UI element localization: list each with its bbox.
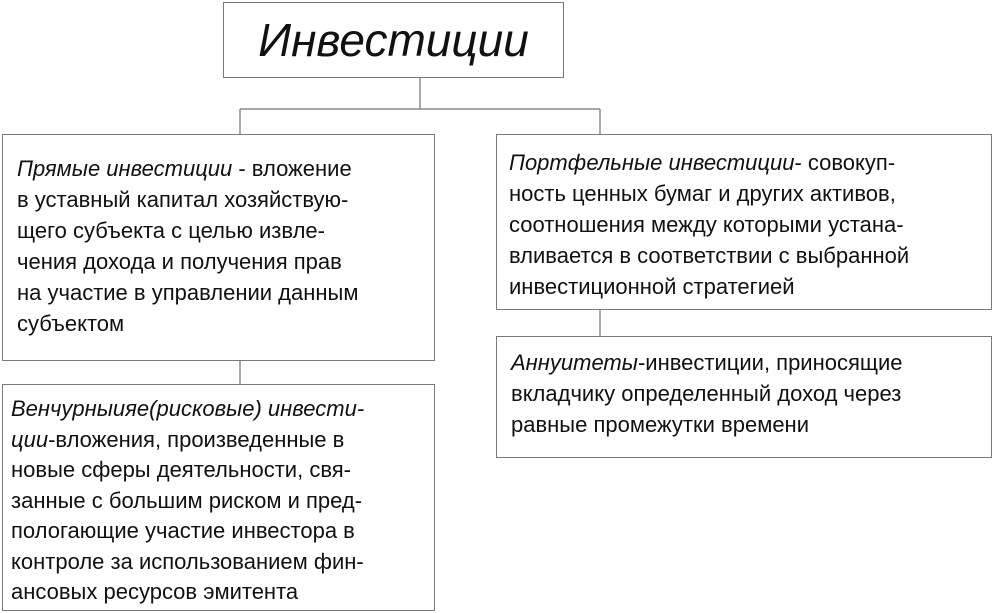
annuities-term: Аннуитеты <box>511 350 638 375</box>
venture-investments-term: Венчурныияе(рисковые) инвести- ции <box>11 396 365 452</box>
venture-investments-description <box>11 394 430 608</box>
annuities-text: -инвестиции, приносящие вкладчику определенный доход через равные промежутки времени <box>511 350 903 437</box>
annuities-description <box>511 347 987 440</box>
annuities-node <box>496 336 992 458</box>
venture-investments-text: -вложения, произведенные в новые сферы деятельности, свя- занные с большим риском и пред- пологающие участие инвестора в контроле за использованием фин- ансовых ресурсов эмитента <box>11 426 364 604</box>
portfolio-investments-description <box>509 147 987 302</box>
direct-investments-description <box>17 153 428 339</box>
direct-investments-term: Прямые инвестиции <box>17 156 233 181</box>
portfolio-investments-node <box>496 134 992 310</box>
root-node <box>223 2 564 78</box>
root-title: Инвестиции <box>258 14 529 66</box>
portfolio-investments-text: - совокуп- ность ценных бумаг и других активов, соотношения между которыми устана- вливается в соответствии с выбранной инвестиционной стратегией <box>509 150 910 299</box>
direct-investments-text: - вложение в уставный капитал хозяйствую- щего субъекта с целью извле- чения дохода и получения прав на участие в управлении данным субъектом <box>17 156 359 336</box>
direct-investments-node <box>2 134 435 361</box>
venture-investments-node <box>2 384 435 611</box>
portfolio-investments-term: Портфельные инвестиции <box>509 150 795 175</box>
